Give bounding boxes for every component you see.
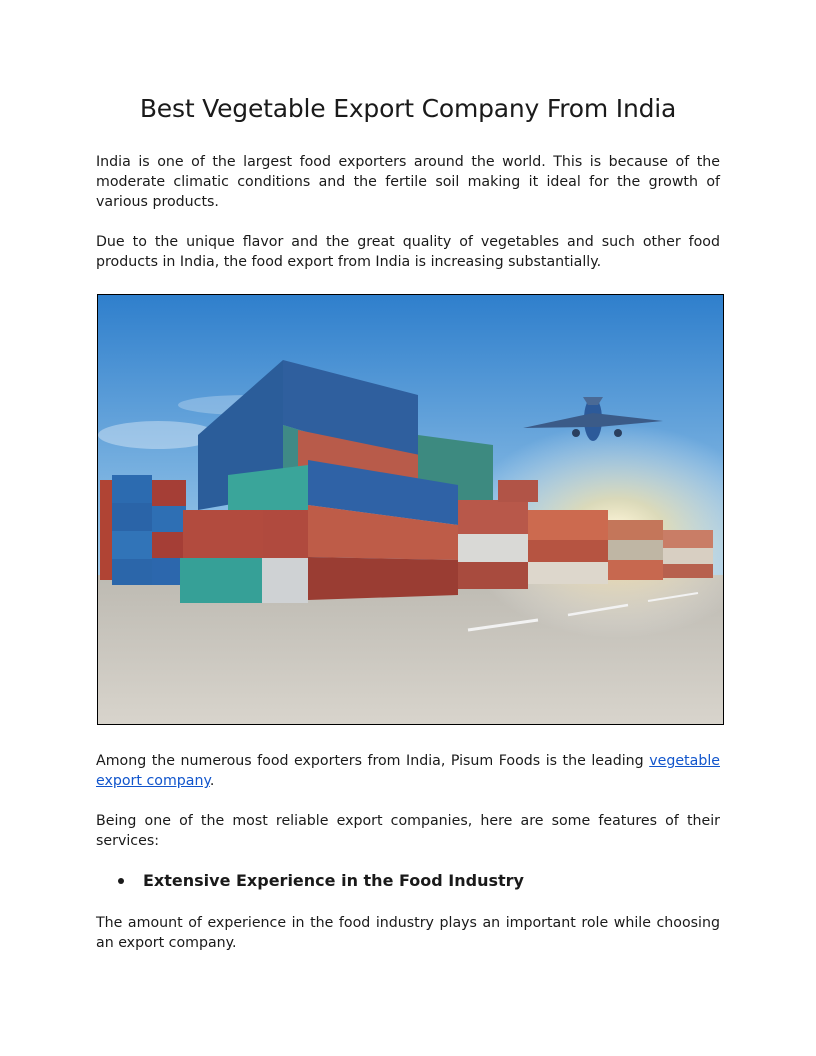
experience-paragraph: The amount of experience in the food industry plays an important role while choosing an export company. bbox=[96, 915, 720, 951]
vegetable-export-company-link[interactable]: vegetable export company bbox=[96, 753, 720, 789]
exporters-paragraph bbox=[96, 751, 720, 791]
containers-airplane-photo bbox=[97, 294, 724, 725]
bullet-label: Extensive Experience in the Food Industry bbox=[143, 871, 524, 890]
intro-paragraph: India is one of the largest food exporters around the world. This is because of the moderate climatic conditions and the fertile soil making it ideal for the growth of various products. bbox=[96, 154, 720, 210]
exporters-suffix: . bbox=[209, 773, 215, 789]
quality-paragraph: Due to the unique flavor and the great quality of vegetables and such other food products in India, the food export from India is increasing substantially. bbox=[96, 234, 720, 270]
exporters-text: Among the numerous food exporters from India, Pisum Foods is the leading bbox=[96, 753, 650, 769]
bullet-item bbox=[118, 871, 524, 890]
bullet-dot-icon bbox=[118, 878, 124, 884]
page-title: Best Vegetable Export Company From India bbox=[139, 94, 677, 123]
reliable-paragraph: Being one of the most reliable export companies, here are some features of their services: bbox=[96, 813, 720, 849]
